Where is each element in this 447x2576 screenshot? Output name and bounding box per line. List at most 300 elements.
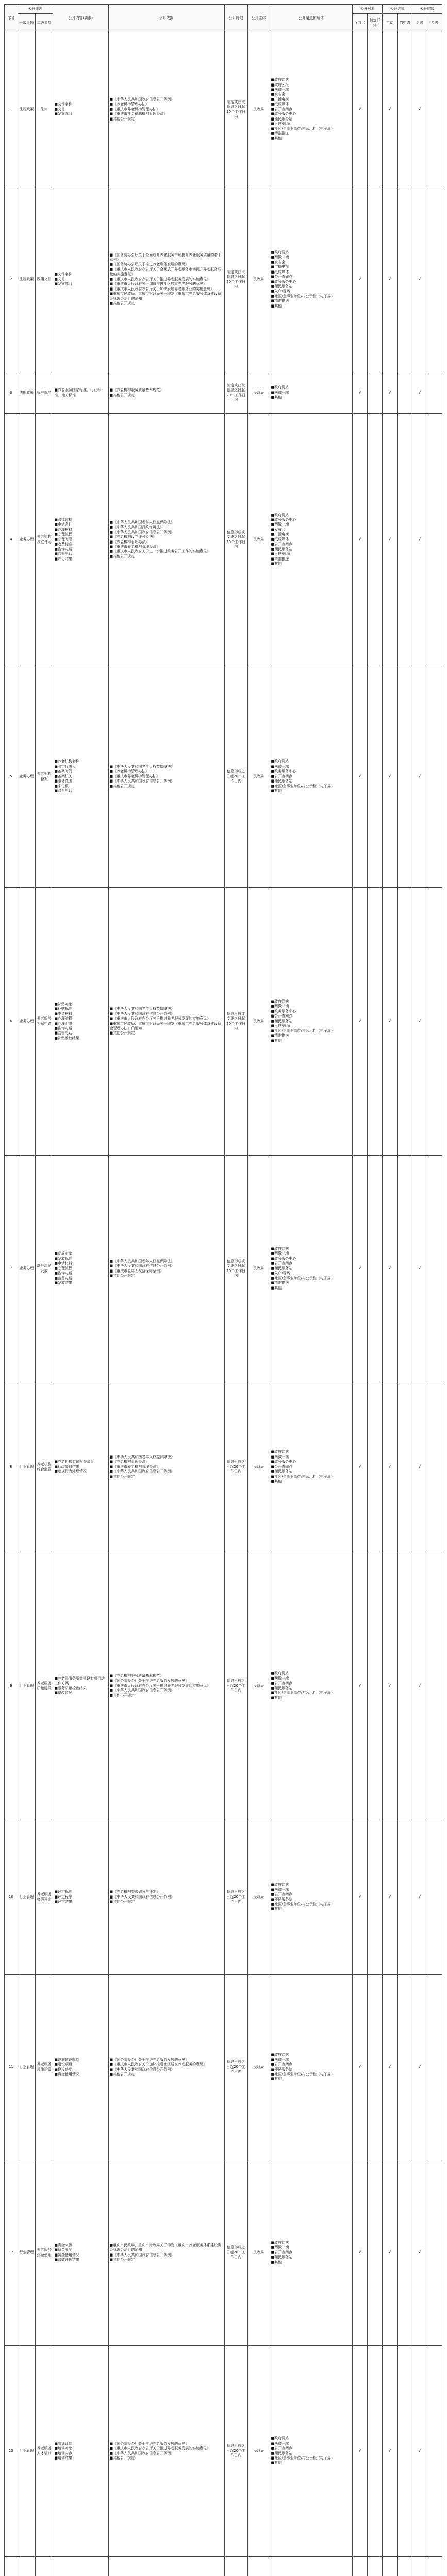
check-county: √ [412, 2346, 427, 2557]
row-content-item: ■评定结果 [54, 1900, 72, 1904]
row-content-item: ■养老机构名称 [54, 759, 79, 764]
row-channel-item: ■精准推送 [271, 556, 289, 561]
row-content-item: ■咨询电话 [54, 1026, 72, 1030]
row-subject: 民政局 [247, 666, 270, 888]
row-basis-item: ■《养老机构服务质量基本规范》 [109, 388, 164, 393]
check-active: √ [383, 1156, 398, 1382]
row-channel-item: ■纸质媒体 [271, 537, 289, 541]
row-content [53, 1552, 108, 1820]
row-basis-item: ■其他公开规定 [109, 1474, 135, 1479]
row-time: 信息形成之日起20个工作日内 [224, 2160, 247, 2346]
row-seq: 2 [5, 187, 18, 372]
row-time: 信息形成之日起20个工作日内 [224, 1975, 247, 2160]
check-empty [427, 414, 442, 666]
table-row [5, 187, 442, 372]
row-content-item: ■培训计划 [54, 2441, 72, 2446]
row-channel-item: ■入户/现场 [271, 1024, 290, 1028]
row-channel-item: ■两微一端 [271, 88, 289, 92]
check-empty [368, 187, 383, 372]
row-channel-item: ■两微一端 [271, 255, 289, 260]
row-seq: 6 [5, 888, 18, 1156]
check-county: √ [412, 372, 427, 414]
row-channel-item: ■政务服务中心 [271, 1256, 296, 1261]
row-basis-item: ■《养老机构设立许可办法》 [109, 535, 157, 539]
row-channel-item: ■便民服务站 [271, 1266, 293, 1270]
row-basis-item: ■《中华人民共和国老年人权益保障法》 [109, 520, 175, 524]
check-empty [398, 1552, 412, 1820]
check-active: √ [383, 2160, 398, 2346]
row-basis-item: ■其他公开规定 [109, 301, 135, 306]
row-channel-item: ■社区/企事业单位/村公示栏（电子屏） [271, 1902, 335, 1906]
row-channel-item: ■发布会 [271, 92, 286, 97]
check-empty [398, 187, 412, 372]
check-all-society: √ [353, 32, 368, 187]
check-empty [398, 414, 412, 666]
row-channel-item: ■政务服务中心 [271, 1460, 296, 1464]
row-basis [108, 1820, 224, 1975]
row-basis-item: ■《重庆市社会福利机构管理办法》 [109, 112, 168, 116]
row-time: 信息形成或变更之日起20个工作日内 [224, 1156, 247, 1382]
check-empty [427, 888, 442, 1156]
check-county: √ [412, 1975, 427, 2160]
row-channel-item: ■社区/企事业单位/村公示栏（电子屏） [271, 2455, 335, 2460]
row-channel-item: ■公开查阅点 [271, 1261, 293, 1266]
row-content-item: ■发放对象 [54, 1251, 72, 1256]
row-content-item: ■资金分配 [54, 2248, 72, 2252]
row-channel-item: ■政府网站 [271, 78, 289, 82]
row-content-item: ■设施建设规划 [54, 2057, 79, 2062]
check-all-society: √ [353, 372, 368, 414]
row-content [53, 187, 108, 372]
row-time: 制定或获取信息之日起20个工作日内 [224, 187, 247, 372]
check-empty [368, 1156, 383, 1382]
table-row [5, 32, 442, 187]
row-subject: 民政局 [247, 414, 270, 666]
header-seq: 序号 [5, 5, 18, 32]
row-basis-item: ■《养老机构等级划分与评定》 [109, 1890, 160, 1894]
row-content-item: ■行政处罚结果 [54, 1464, 79, 1469]
table-row [5, 414, 442, 666]
row-content-item: ■培训对象 [54, 2446, 72, 2451]
check-empty [398, 32, 412, 187]
row-channel [270, 414, 353, 666]
row-channel-item: ■便民服务站 [271, 2451, 293, 2455]
row-basis-item: ■其他公开规定 [109, 116, 135, 121]
row-basis [108, 666, 224, 888]
row-basis [108, 1552, 224, 1820]
row-channel-item: ■公开查阅点 [271, 2062, 293, 2067]
check-empty [368, 2160, 383, 2346]
check-empty [427, 372, 442, 414]
row-basis-item: ■《中华人民共和国政府信息公开条例》 [109, 1264, 175, 1268]
row-level2: 养老机构设立许可 [36, 414, 53, 666]
table-header [5, 5, 442, 32]
row-seq [5, 2557, 18, 2576]
row-seq: 8 [5, 1382, 18, 1552]
row-basis-item: ■《国务院办公厅关于全面放开养老服务市场提升养老服务质量的若干意见》 [109, 252, 222, 262]
row-channel-item: ■政府网站 [271, 1247, 289, 1251]
row-channel-item: ■政务服务中心 [271, 279, 296, 284]
row-channel-item: ■政府网站 [271, 385, 289, 390]
row-channel-item: ■政府网站 [271, 1671, 289, 1676]
row-basis [108, 2557, 224, 2576]
row-content-item: ■办理流程 [54, 1016, 72, 1021]
row-basis-item: ■《重庆市人民政府关于加快推进社区居家养老服务的意见》 [109, 282, 207, 286]
check-empty [398, 372, 412, 414]
disclosure-table-sheet [4, 4, 442, 2576]
row-basis-item: ■《重庆市人民政府关于进一步推进政务公开工作的实施意见》 [109, 549, 211, 554]
row-basis-item: ■《中华人民共和国政府信息公开条例》 [109, 530, 175, 534]
row-time: 信息形成之日起20个工作日内 [224, 1382, 247, 1552]
row-seq: 9 [5, 1552, 18, 1820]
row-channel-item: ■纸质媒体 [271, 269, 289, 274]
row-content-item: ■床位数 [54, 784, 69, 788]
header-channel: 公开渠道和载体 [270, 5, 353, 32]
row-channel [270, 372, 353, 414]
check-active: √ [383, 888, 398, 1156]
row-channel-item: ■其他 [271, 303, 282, 308]
row-content-item: ■监督电话 [54, 1031, 72, 1036]
check-all-society: √ [353, 187, 368, 372]
row-channel-item: ■便民服务站 [271, 116, 293, 121]
row-channel-item: ■广播电视 [271, 532, 289, 537]
row-basis-item: ■《重庆市养老机构管理办法》 [109, 774, 160, 778]
row-content-item: ■法律依据 [54, 518, 72, 522]
row-basis-item: ■《重庆市人民政府办公厅关于推进养老服务发展的实施意见》 [109, 1016, 211, 1021]
row-channel-item: ■两微一端 [271, 1676, 289, 1681]
row-content-item: ■建设进度 [54, 2067, 72, 2072]
row-subject: 民政局 [247, 888, 270, 1156]
row-channel-item: ■两微一端 [271, 764, 289, 769]
row-basis-item: ■《中华人民共和国行政许可法》 [109, 525, 164, 530]
row-channel-item: ■发布会 [271, 260, 286, 264]
row-basis-item: ■《重庆市人民政府办公厅关于加快发展养老服务业的实施意见》 [109, 286, 214, 291]
header-township: 乡级 [427, 14, 442, 32]
row-time: 信息形成或变更之日起20个工作日内 [224, 414, 247, 666]
check-all-society: √ [353, 2346, 368, 2557]
row-content-item: ■发文部门 [54, 282, 72, 286]
row-level1: 业务办理 [18, 888, 35, 1156]
row-channel-item: ■精准推送 [271, 1281, 289, 1285]
row-content-item: ■养老院服务质量建设专项行动工作方案 [54, 1676, 105, 1686]
row-level2: 养老机构综合监管 [36, 1382, 53, 1552]
row-subject: 民政局 [247, 187, 270, 372]
row-channel-item: ■其他 [271, 2260, 282, 2264]
row-level2: 养老服务设施建设 [36, 1975, 53, 2160]
row-basis-item: ■《重庆市人民政府关于加快推进社区居家养老服务的意见》 [109, 2062, 207, 2067]
row-seq: 10 [5, 1820, 18, 1975]
row-content-item: ■补贴发放结果 [54, 1036, 79, 1040]
row-channel-item: ■两微一端 [271, 1251, 289, 1256]
check-empty [368, 2557, 383, 2576]
check-county: √ [412, 666, 427, 888]
row-content-item: ■服务质量检查结果 [54, 1686, 87, 1690]
check-all-society: √ [353, 1975, 368, 2160]
table-row [5, 2160, 442, 2346]
row-time: 制定或获取信息之日起20个工作日内 [224, 32, 247, 187]
row-channel [270, 666, 353, 888]
row-basis-item: ■《国务院办公厅关于推进养老服务发展的意见》 [109, 2441, 189, 2446]
row-level2: 高龄津贴发放 [36, 1156, 53, 1382]
row-channel-item: ■其他 [271, 1696, 282, 1700]
row-channel-item: ■政府网站 [271, 513, 289, 517]
row-content-item: ■办理流程 [54, 1266, 72, 1270]
row-channel-item: ■政务服务中心 [271, 518, 296, 522]
check-active: √ [383, 187, 398, 372]
row-basis-item: ■其他公开规定 [109, 1900, 135, 1904]
check-active: √ [383, 1975, 398, 2160]
row-channel-item: ■便民服务站 [271, 1897, 293, 1902]
row-level2: 养老服务补贴申请 [36, 888, 53, 1156]
row-content-item: ■备案时间 [54, 769, 72, 774]
row-content [53, 888, 108, 1156]
row-basis-item: ■重庆市民政局、重庆市财政局关于印发《重庆市养老服务体系建设资金管理办法》的通知 [109, 292, 222, 301]
row-basis [108, 1975, 224, 2160]
header-basis: 公开依据 [108, 5, 224, 32]
row-channel [270, 1382, 353, 1552]
row-basis [108, 372, 224, 414]
row-content-item: ■咨询电话 [54, 547, 72, 551]
row-content-item: ■资金使用情况 [54, 2252, 79, 2257]
row-channel-item: ■政务服务中心 [271, 112, 296, 116]
row-level1: 业务办理 [18, 666, 35, 888]
row-content-item: ■发文部门 [54, 112, 72, 116]
row-channel [270, 187, 353, 372]
row-channel-item: ■社区/企事业单位/村公示栏（电子屏） [271, 1028, 335, 1033]
check-empty [398, 1156, 412, 1382]
row-level1 [18, 2557, 35, 2576]
row-content-item: ■申请材料 [54, 1011, 72, 1016]
row-channel [270, 32, 353, 187]
row-channel-item: ■公开查阅点 [271, 542, 293, 547]
check-active: √ [383, 1820, 398, 1975]
row-basis-item: ■重庆市民政局、重庆市财政局关于印发《重庆市养老服务体系建设资金管理办法》的通知 [109, 2243, 222, 2252]
row-basis-item: ■其他公开规定 [109, 784, 135, 788]
header-level1: 一级事项 [18, 14, 35, 32]
row-content-item: ■申请条件 [54, 522, 72, 527]
row-level1: 业务办理 [18, 414, 35, 666]
row-content-item: ■服务范围 [54, 779, 72, 784]
row-subject [247, 2557, 270, 2576]
check-active: √ [383, 32, 398, 187]
check-empty [427, 2346, 442, 2557]
row-level2: 养老服务人才培训 [36, 2346, 53, 2557]
row-content-item: ■办理时限 [54, 1021, 72, 1026]
row-seq: 3 [5, 372, 18, 414]
check-empty [398, 2346, 412, 2557]
row-level2: 养老服务等级评定 [36, 1820, 53, 1975]
table-row [5, 372, 442, 414]
row-time: 信息形成或变更之日起20个工作日内 [224, 888, 247, 1156]
check-empty [427, 1382, 442, 1552]
row-channel-item: ■政府网站 [271, 1883, 289, 1887]
row-subject: 民政局 [247, 2160, 270, 2346]
row-content-item: ■养老服务国家标准、行业标准、地方标准 [54, 388, 101, 397]
row-channel-item: ■其他 [271, 1907, 282, 1911]
row-content [53, 414, 108, 666]
header-object-group: 公开对象 [353, 5, 383, 14]
row-subject: 民政局 [247, 1382, 270, 1552]
row-level2: 养老服务质量建设 [36, 1552, 53, 1820]
table-row [5, 1382, 442, 1552]
row-content [53, 666, 108, 888]
row-channel-item: ■政府网站 [271, 759, 289, 764]
check-empty [368, 2346, 383, 2557]
row-basis-item: ■其他公开规定 [109, 2072, 135, 2076]
row-channel-item: ■精准推送 [271, 1033, 289, 1038]
row-channel-item: ■便民服务站 [271, 1469, 293, 1474]
row-channel-item: ■政府网站 [271, 2436, 289, 2441]
row-basis-item: ■《国务院办公厅关于推进养老服务发展的意见》 [109, 262, 189, 267]
check-empty [398, 1975, 412, 2160]
row-content-item: ■发放结果 [54, 1281, 72, 1285]
row-basis-item: ■其他公开规定 [109, 554, 135, 558]
row-basis-item: ■《国务院办公厅关于推进养老服务发展的意见》 [109, 2057, 189, 2062]
row-channel-item: ■两微一端 [271, 522, 289, 527]
row-content-item: ■培训结果 [54, 2455, 72, 2460]
row-seq: 12 [5, 2160, 18, 2346]
row-channel-item: ■入户/现场 [271, 122, 290, 126]
row-channel-item: ■便民服务站 [271, 2067, 293, 2072]
row-channel-item: ■其他 [271, 1479, 282, 1484]
row-basis-item: ■其他公开规定 [109, 1273, 135, 1278]
row-basis-item: ■《重庆市人民政府办公厅关于推进养老服务发展的实施意见》 [109, 2446, 211, 2451]
check-county [412, 2557, 427, 2576]
row-channel-item: ■社区/企事业单位/村公示栏（电子屏） [271, 784, 335, 788]
row-level1: 行业管理 [18, 1552, 35, 1820]
row-content-item: ■许可结果 [54, 556, 72, 561]
check-empty [368, 1820, 383, 1975]
row-channel-item: ■两微一端 [271, 1454, 289, 1459]
table-row [5, 1820, 442, 1975]
row-basis-item: ■《中华人民共和国政府信息公开条例》 [109, 779, 175, 784]
row-channel-item: ■公开查阅点 [271, 1464, 293, 1469]
row-content-item: ■监督电话 [54, 1276, 72, 1280]
check-active: √ [383, 372, 398, 414]
row-basis [108, 187, 224, 372]
check-empty [427, 187, 442, 372]
row-level1: 业务办理 [18, 1156, 35, 1382]
disclosure-table [4, 4, 442, 2576]
check-active: √ [383, 666, 398, 888]
row-time: 制定或获取信息之日起20个工作日内 [224, 372, 247, 414]
header-level-group: 公开层级 [412, 5, 442, 14]
row-content [53, 1820, 108, 1975]
row-channel-item: ■发布会 [271, 527, 286, 532]
check-county: √ [412, 1552, 427, 1820]
row-channel [270, 2557, 353, 2576]
check-empty [368, 1552, 383, 1820]
check-empty [398, 1382, 412, 1552]
row-basis-item: ■《养老机构管理办法》 [109, 769, 150, 774]
row-subject: 民政局 [247, 32, 270, 187]
row-channel-item: ■公开查阅点 [271, 275, 293, 279]
row-basis-item: ■《重庆市人民政府办公厅关于推进养老服务发展的实施意见》 [109, 1683, 211, 1688]
row-basis-item: ■《中华人民共和国政府信息公开条例》 [109, 2067, 175, 2072]
row-content-item: ■监督电话 [54, 552, 72, 556]
row-basis-item: ■其他公开规定 [109, 2257, 135, 2262]
row-channel-item: ■政府网站 [271, 2053, 289, 2057]
check-empty [427, 666, 442, 888]
header-subject: 公开主体 [247, 5, 270, 32]
row-subject: 民政局 [247, 1552, 270, 1820]
row-basis-item: ■《中华人民共和国政府信息公开条例》 [109, 2252, 175, 2257]
row-level1: 法规政策 [18, 372, 35, 414]
row-channel-item: ■公开查阅点 [271, 2446, 293, 2451]
row-channel [270, 888, 353, 1156]
row-content-item: ■备案机关 [54, 774, 72, 778]
check-all-society [353, 2557, 368, 2576]
header-matters-group: 公开事项 [18, 5, 53, 14]
row-channel-item: ■其他 [271, 136, 282, 141]
row-content [53, 1156, 108, 1382]
row-channel [270, 2346, 353, 2557]
check-all-society: √ [353, 1156, 368, 1382]
row-time: 信息形成之日起20个工作日内 [224, 2346, 247, 2557]
table-row [5, 888, 442, 1156]
check-all-society: √ [353, 1382, 368, 1552]
row-content-item: ■联系电话 [54, 789, 72, 793]
row-time: 信息形成之日起20个工作日内 [224, 1552, 247, 1820]
row-subject: 民政局 [247, 1820, 270, 1975]
row-channel-item: ■政务服务中心 [271, 1009, 296, 1013]
row-level1: 行业管理 [18, 1820, 35, 1975]
row-basis-item: ■《重庆市养老机构管理办法》 [109, 1464, 160, 1469]
row-channel-item: ■政务服务中心 [271, 769, 296, 774]
row-level1: 行业管理 [18, 2160, 35, 2346]
check-all-society: √ [353, 2160, 368, 2346]
row-channel-item: ■政府网站 [271, 1450, 289, 1454]
row-channel-item: ■社区/企事业单位/村公示栏（电子屏） [271, 2072, 335, 2076]
row-basis-item: ■《中华人民共和国政府信息公开条例》 [109, 1894, 175, 1899]
header-on-request: 依申请 [398, 14, 412, 32]
row-content-item: ■申请材料 [54, 1261, 72, 1266]
row-basis-item: ■其他公开规定 [109, 2455, 135, 2460]
row-content [53, 2557, 108, 2576]
row-basis-item: ■《中华人民共和国政府信息公开条例》 [109, 1011, 175, 1016]
row-channel-item: ■入户/现场 [271, 1271, 290, 1276]
header-level2: 二级事项 [36, 14, 53, 32]
row-level1: 行业管理 [18, 1382, 35, 1552]
check-empty [427, 1156, 442, 1382]
row-channel-item: ■社区/企事业单位/村公示栏（电子屏） [271, 294, 335, 298]
header-method-group: 公开方式 [383, 5, 412, 14]
row-channel-item: ■纸质媒体 [271, 102, 289, 107]
table-row [5, 2557, 442, 2576]
row-basis-item: ■《养老机构管理办法》 [109, 1460, 150, 1464]
check-empty [368, 1975, 383, 2160]
row-basis-item: ■《重庆市养老机构管理办法》 [109, 544, 160, 549]
check-active: √ [383, 2346, 398, 2557]
row-channel-item: ■社区/企事业单位/村公示栏（电子屏） [271, 1276, 335, 1280]
check-county: √ [412, 888, 427, 1156]
row-content-item: ■文号 [54, 277, 65, 281]
row-content-item: ■法定代表人 [54, 764, 76, 769]
row-basis-item: ■其他公开规定 [109, 393, 135, 397]
row-content-item: ■评定标准 [54, 1890, 72, 1894]
row-channel-item: ■两微一端 [271, 1004, 289, 1009]
row-basis-item: ■《重庆市人民政府办公厅关于推进养老服务发展的实施意见》 [109, 277, 211, 281]
check-county: √ [412, 414, 427, 666]
row-content [53, 1975, 108, 2160]
row-seq: 7 [5, 1156, 18, 1382]
row-channel-item: ■政府网站 [271, 250, 289, 255]
row-level1: 行业管理 [18, 1975, 35, 2160]
check-active: √ [383, 414, 398, 666]
row-level2: 养老服务资金使用 [36, 2160, 53, 2346]
row-basis-item: ■《中华人民共和国政府信息公开条例》 [109, 1688, 175, 1693]
row-basis-item: ■《养老机构管理办法》 [109, 539, 150, 544]
